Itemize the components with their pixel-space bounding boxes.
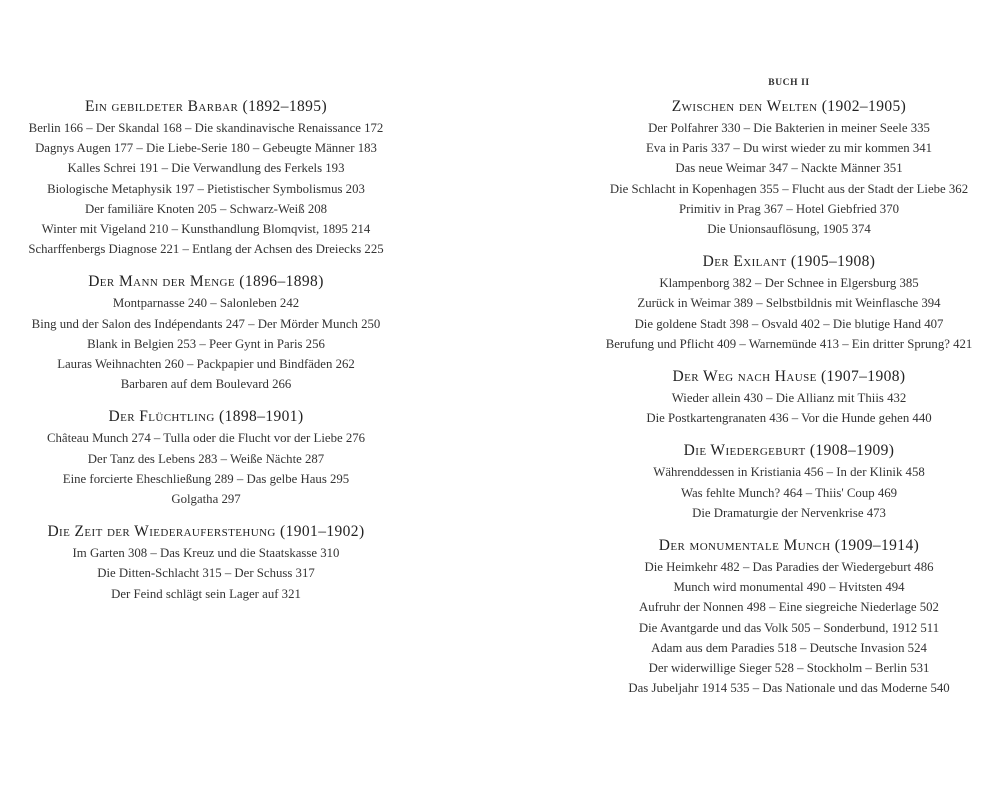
left-page — [0, 0, 412, 800]
toc-entry: Die Avantgarde und das Volk 505 – Sonderbund, 1912 511 — [638, 620, 940, 635]
toc-entry: Der Tanz des Lebens 283 – Weiße Nächte 287 — [87, 451, 325, 466]
toc-chapter — [0, 521, 412, 604]
toc-entry: Die goldene Stadt 398 – Osvald 402 – Die blutige Hand 407 — [634, 316, 944, 331]
left-chapter-list — [0, 96, 412, 616]
toc-entry: Die Dramaturgie der Nervenkrise 473 — [692, 505, 886, 520]
toc-entry: Munch wird monumental 490 – Hvitsten 494 — [673, 580, 905, 595]
toc-entry: Klampenborg 382 – Der Schnee in Elgersburg 385 — [659, 276, 919, 291]
toc-entry: Der widerwillige Sieger 528 – Stockholm – Berlin 531 — [648, 661, 930, 676]
right-chapter-list — [578, 96, 1000, 710]
toc-entry: Die Schlacht in Kopenhagen 355 – Flucht aus der Stadt der Liebe 362 — [609, 181, 969, 196]
chapter-title: Zwischen den Welten (1902–1905) — [671, 98, 907, 115]
toc-entry: Das neue Weimar 347 – Nackte Männer 351 — [675, 161, 903, 176]
toc-entry: Eva in Paris 337 – Du wirst wieder zu mir kommen 341 — [645, 141, 933, 156]
toc-entry: Lauras Weihnachten 260 – Packpapier und Bindfäden 262 — [57, 357, 355, 372]
toc-chapter — [578, 440, 1000, 523]
toc-entry: Der Feind schlägt sein Lager auf 321 — [111, 586, 301, 601]
toc-entry: Golgatha 297 — [171, 492, 241, 507]
toc-entry: Der Polfahrer 330 – Die Bakterien in meiner Seele 335 — [648, 121, 930, 135]
toc-entry: Aufruhr der Nonnen 498 – Eine siegreiche Niederlage 502 — [639, 600, 939, 615]
chapter-title: Der Weg nach Hause (1907–1908) — [672, 368, 906, 386]
toc-entry: Berufung und Pflicht 409 – Warnemünde 413 – Ein dritter Sprung? 421 — [605, 336, 973, 351]
toc-entry: Dagnys Augen 177 – Die Liebe-Serie 180 – Gebeugte Männer 183 — [35, 141, 377, 156]
toc-chapter — [578, 535, 1000, 698]
toc-entry: Zurück in Weimar 389 – Selbstbildnis mit Weinflasche 394 — [637, 296, 941, 311]
chapter-title: Der Mann der Menge (1896–1898) — [88, 273, 324, 291]
toc-entry: Montparnasse 240 – Salonleben 242 — [112, 296, 300, 311]
toc-entry: Im Garten 308 – Das Kreuz und die Staatskasse 310 — [72, 546, 340, 561]
toc-chapter — [578, 96, 1000, 239]
toc-entry: Eine forcierte Eheschließung 289 – Das gelbe Haus 295 — [62, 471, 350, 486]
toc-entry: Blank in Belgien 253 – Peer Gynt in Paris 256 — [87, 336, 325, 351]
toc-entry: Wieder allein 430 – Die Allianz mit Thiis 432 — [671, 391, 907, 406]
toc-entry: Währenddessen in Kristiania 456 – In der Klinik 458 — [653, 465, 925, 480]
chapter-title: Die Wiedergeburt (1908–1909) — [683, 442, 895, 460]
chapter-title: Der monumentale Munch (1909–1914) — [658, 537, 920, 555]
right-page — [578, 0, 1000, 800]
toc-entry: Die Unionsauflösung, 1905 374 — [707, 222, 871, 237]
toc-entry: Scharffenbergs Diagnose 221 – Entlang der Achsen des Dreiecks 225 — [28, 242, 384, 257]
toc-entry: Bing und der Salon des Indépendants 247 – Der Mörder Munch 250 — [31, 316, 381, 331]
toc-entry: Berlin 166 – Der Skandal 168 – Die skandinavische Renaissance 172 — [28, 121, 384, 135]
book-label: BUCH II — [768, 78, 810, 88]
toc-entry: Adam aus dem Paradies 518 – Deutsche Invasion 524 — [651, 640, 927, 655]
chapter-title: Die Zeit der Wiederauferstehung (1901–1902) — [47, 523, 365, 541]
toc-chapter — [578, 366, 1000, 428]
toc-chapter — [0, 271, 412, 394]
toc-entry: Die Ditten-Schlacht 315 – Der Schuss 317 — [97, 566, 315, 581]
toc-chapter — [0, 406, 412, 509]
chapter-title: Der Exilant (1905–1908) — [702, 253, 876, 271]
chapter-title: Ein gebildeter Barbar (1892–1895) — [84, 98, 328, 115]
toc-entry: Was fehlte Munch? 464 – Thiis' Coup 469 — [680, 485, 898, 500]
toc-entry: Das Jubeljahr 1914 535 – Das Nationale und das Moderne 540 — [628, 681, 950, 696]
toc-entry: Der familiäre Knoten 205 – Schwarz-Weiß 208 — [84, 201, 328, 216]
toc-entry: Biologische Metaphysik 197 – Pietistischer Symbolismus 203 — [47, 181, 365, 196]
toc-entry: Primitiv in Prag 367 – Hotel Giebfried 370 — [678, 201, 899, 216]
toc-entry: Die Postkartengranaten 436 – Vor die Hunde gehen 440 — [646, 411, 932, 426]
toc-chapter — [578, 251, 1000, 354]
chapter-title: Der Flüchtling (1898–1901) — [108, 408, 304, 426]
toc-entry: Barbaren auf dem Boulevard 266 — [120, 377, 292, 392]
toc-entry: Château Munch 274 – Tulla oder die Flucht vor der Liebe 276 — [46, 431, 366, 446]
toc-entry: Kalles Schrei 191 – Die Verwandlung des Ferkels 193 — [67, 161, 345, 176]
toc-entry: Winter mit Vigeland 210 – Kunsthandlung Blomqvist, 1895 214 — [41, 222, 371, 237]
toc-chapter — [0, 96, 412, 259]
toc-entry: Die Heimkehr 482 – Das Paradies der Wiedergeburt 486 — [644, 560, 934, 575]
